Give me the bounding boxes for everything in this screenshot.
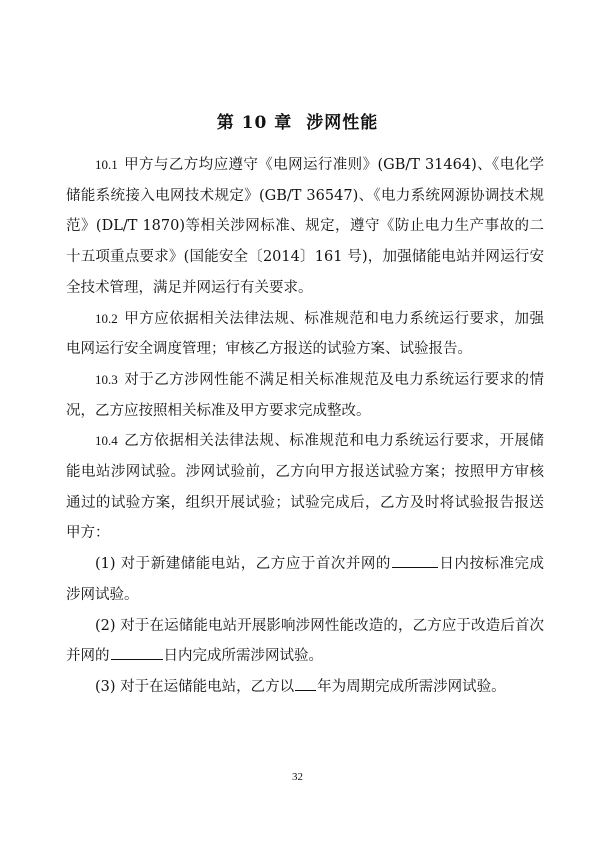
clause-text: 对于乙方涉网性能不满足相关标准规范及电力系统运行要求的情况，乙方应按照相关标准及甲方要求完成整改。 bbox=[66, 371, 544, 419]
clause-text: 甲方应依据相关法律法规、标准规范和电力系统运行要求，加强电网运行安全调度管理；审核乙方报送的试验方案、试验报告。 bbox=[66, 310, 544, 358]
chapter-heading bbox=[0, 108, 595, 133]
clause-number: 10.4 bbox=[95, 433, 118, 449]
clause-10-1 bbox=[66, 150, 544, 304]
clause-10-4 bbox=[66, 426, 544, 549]
fill-in-blank-days[interactable] bbox=[392, 553, 438, 568]
clause-number: 10.3 bbox=[95, 371, 118, 387]
chapter-body bbox=[66, 150, 544, 703]
fill-in-blank-days[interactable] bbox=[111, 645, 163, 660]
clause-10-3 bbox=[66, 365, 544, 426]
sub-item-text-after: 日内完成所需涉网试验。 bbox=[163, 648, 323, 665]
fill-in-blank-years[interactable] bbox=[295, 676, 316, 691]
sub-item-label: (3) bbox=[95, 678, 116, 695]
clause-10-2 bbox=[66, 304, 544, 365]
sub-item-2 bbox=[66, 611, 544, 672]
sub-item-text-after: 日内按标准完成涉网试验。 bbox=[66, 556, 545, 603]
sub-item-text-before: 对于在运储能电站，乙方以 bbox=[120, 678, 295, 695]
sub-item-text-before: 对于新建储能电站，乙方应于首次并网的 bbox=[120, 556, 391, 573]
sub-item-label: (1) bbox=[95, 556, 116, 573]
clause-number: 10.1 bbox=[95, 157, 118, 172]
chapter-title: 涉网性能 bbox=[306, 113, 379, 133]
clause-text: 乙方依据相关法律法规、标准规范和电力系统运行要求，开展储能电站涉网试验。涉网试验前，乙方向甲方报送试验方案；按照甲方审核通过的试验方案，组织开展试验；试验完成后，乙方及时将试验报告报送甲方： bbox=[66, 433, 544, 542]
page-number: 32 bbox=[292, 771, 303, 783]
clause-number: 10.2 bbox=[95, 310, 118, 326]
clause-text: 甲方与乙方均应遵守《电网运行准则》(GB/T 31464)、《电化学储能系统接入电网技术规定》(GB/T 36547)、《电力系统网源协调技术规范》(DL/T 1870)等相关涉网标准、规定，遵守《防止电力生产事故的二十五项重点要求》(国能安全〔2014〕161 号)，加强储能电站并网运行安全技术管理，满足并网运行有关要求。 bbox=[66, 157, 544, 296]
sub-item-text-before: 对于在运储能电站开展影响涉网性能改造的，乙方应于改造后首次并网的 bbox=[66, 617, 545, 665]
sub-item-text-after: 年为周期完成所需涉网试验。 bbox=[317, 678, 506, 695]
chapter-number: 第 10 章 bbox=[216, 113, 293, 133]
sub-item-3 bbox=[66, 672, 544, 703]
sub-item-label: (2) bbox=[95, 617, 116, 634]
sub-item-1 bbox=[66, 549, 544, 610]
